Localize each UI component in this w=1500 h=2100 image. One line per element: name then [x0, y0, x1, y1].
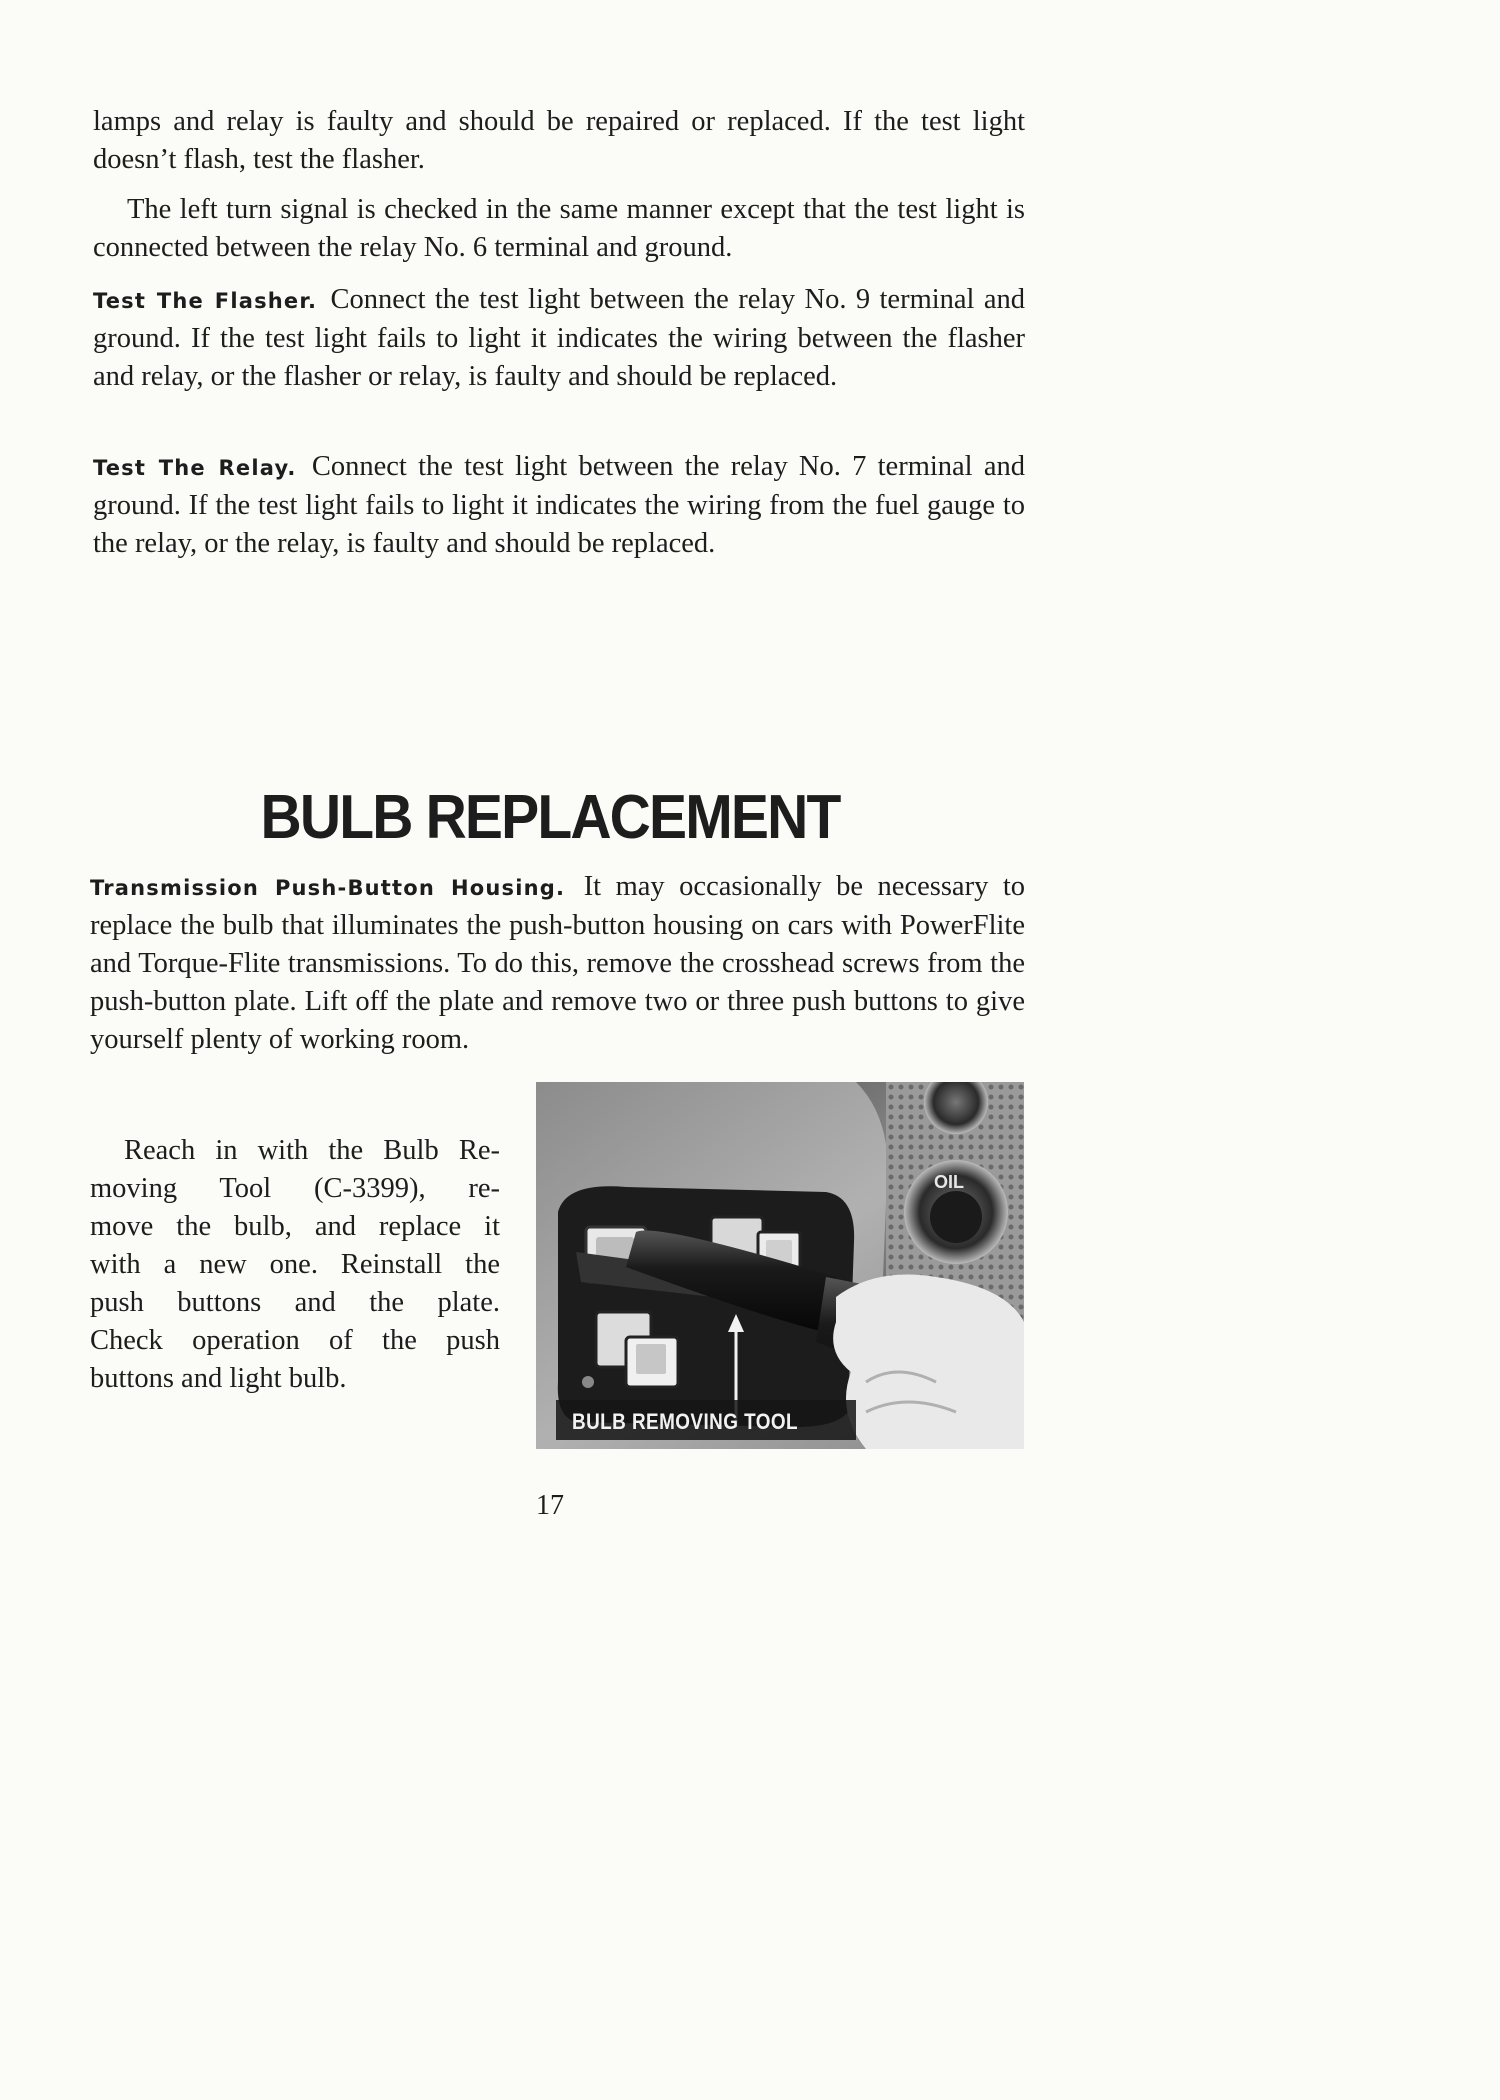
reach-line-2: moving Tool (C-3399), re-	[90, 1173, 500, 1204]
paragraph-lamps-relay: lamps and relay is faulty and should be repaired or replaced. If the test light doesn’t flash, test the flasher.	[93, 106, 1025, 175]
reach-line-7: buttons and light bulb.	[90, 1363, 347, 1394]
paragraph-test-flasher	[93, 281, 1025, 396]
paragraph-left-turn-signal: The left turn signal is checked in the same manner except that the test light is connected between the relay No. 6 terminal and ground.	[93, 194, 1025, 263]
bulb-removing-tool-photo	[536, 1082, 1024, 1449]
test-flasher-heading: Test The Flasher.	[93, 289, 318, 313]
test-relay-heading: Test The Relay.	[93, 456, 297, 480]
photo-caption-label: BULB REMOVING TOOL	[572, 1409, 799, 1434]
gauge-oil-text: OIL	[934, 1172, 964, 1192]
housing-heading: Transmission Push-Button Housing.	[90, 876, 566, 900]
paragraph-housing	[90, 868, 1025, 1059]
paragraph-test-relay	[93, 448, 1025, 563]
reach-line-4: with a new one. Reinstall the	[90, 1249, 500, 1280]
housing-section	[90, 868, 1025, 1059]
test-relay-body: Connect the test light between the relay No. 7 terminal and ground. If the test light fails to light it indicates the wiring from the fuel gauge to the relay, or the relay, is faulty and should be replaced.	[93, 451, 1026, 559]
test-flasher-body: Connect the test light between the relay No. 9 terminal and ground. If the test light fails to light it indicates the wiring between the flasher and relay, or the flasher or relay, is faulty and should be replaced.	[93, 284, 1026, 392]
test-flasher-section	[93, 281, 1025, 396]
reach-section	[90, 1132, 500, 1398]
reach-line-3: move the bulb, and replace it	[90, 1211, 500, 1242]
page-number: 17	[536, 1490, 564, 1521]
test-relay-section	[93, 448, 1025, 563]
section-title: BULB REPLACEMENT	[260, 783, 840, 852]
reach-line-6: Check operation of the push	[90, 1325, 500, 1356]
continuation-text	[93, 103, 1025, 267]
photo-illustration	[536, 1082, 1024, 1449]
housing-body: It may occasionally be necessary to replace the bulb that illuminates the push-button housing on cars with PowerFlite and Torque-Flite transmissions. To do this, remove the crosshead screws from the push-button plate. Lift off the plate and remove two or three push buttons to give yourself plenty of working room.	[90, 871, 1025, 1055]
reach-line-1: Reach in with the Bulb Re-	[124, 1135, 500, 1166]
reach-line-5: push buttons and the plate.	[90, 1287, 500, 1318]
